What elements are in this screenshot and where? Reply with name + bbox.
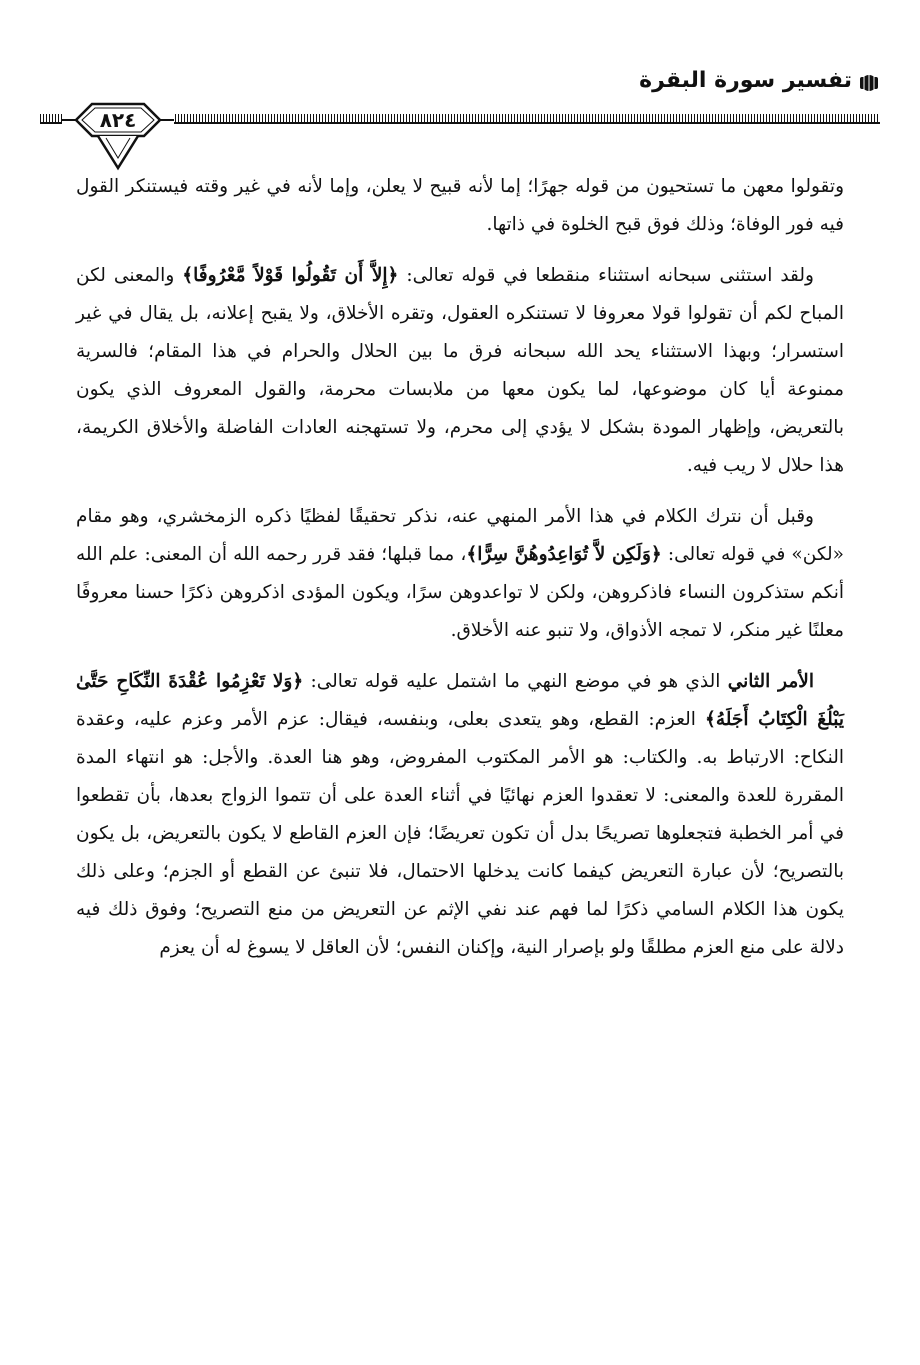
- paragraph-4: [76, 663, 844, 967]
- paragraph-3-intro: وقبل أن نترك الكلام في هذا الأمر المنهي عنه، نذكر تحقيقًا لفظيًا ذكره الزمخشري، وهو مقام «لكن» في قوله تعالى:: [76, 506, 844, 565]
- paragraph-2: [76, 257, 844, 485]
- paragraph-1: [76, 168, 844, 244]
- running-title: تفسير سورة البقرة: [639, 68, 852, 93]
- paragraph-2-text: والمعنى لكن المباح لكم أن تقولوا قولا معروفا لا تستنكره العقول، وتقره الأخلاق، ولا يقبح إعلانه، بل يقال في غير استسرار؛ وبهذا الاستثناء يحد الله سبحانه فرق ما بين الحلال والحرام في هذا المقام؛ فالسرية ممنوعة أيا كان موضوعها، لما يكون معها من ملابسات محرمة، والقول المعروف الذي يكون بالتعريض، وإظهار المودة بشكل لا يؤدي إلى محرم، ولا تستهجنه العادات الفاضلة والأخلاق الكريمة، هذا حلال لا ريب فيه.: [76, 265, 844, 476]
- page-header: [40, 60, 880, 170]
- paragraph-3-text: ، مما قبلها؛ فقد قرر رحمه الله أن المعنى: علم الله أنكم ستذكرون النساء فاذكروهن، ولكن لا تواعدوهن سرًا، ويكون المؤدى اذكروهن ذكرًا حسنا معروفًا معلنًا غير منكر، لا تمجه الأذواق، ولا تنبو عنه الأخلاق.: [76, 544, 844, 641]
- paragraph-4-intro: الذي هو في موضع النهي ما اشتمل عليه قوله تعالى:: [303, 671, 728, 692]
- quran-verse-2: ﴿وَلَكِن لاَّ تُوَاعِدُوهُنَّ سِرًّا﴾: [466, 544, 662, 565]
- ornament-icon: [858, 73, 880, 93]
- paragraph-4-text: العزم: القطع، وهو يتعدى بعلى، وبنفسه، فيقال: عزم الأمر وعزم عليه، وعقدة النكاح: الارتباط به. والكتاب: هو الأمر المكتوب المفروض، وهو هنا العدة. والأجل: هو انتهاء المدة المقررة للعدة والمعنى: لا تعقدوا العزم نهائيًا في أثناء العدة على أن تتموا الزواج بعدها، بأن تقطعوا في أمر الخطبة فتجعلوها تصريحًا بدل أن تكون تعريضًا؛ فإن العزم القاطع لا يكون بالتعريض، بل يكون بالتصريح؛ لأن عبارة التعريض كيفما كانت يدخلها الاحتمال، فلا تنبئ عن القطع أو الجزم؛ وعلى ذلك يكون هذا الكلام السامي ذكرًا لما فهم عند نفي الإثم عن التعريض من منع التصريح؛ وفوق ذلك فيه دلالة على منع العزم مطلقًا ولو بإصرار النية، وإكنان النفس؛ لأن العاقل لا يسوغ له أن يعزم: [76, 709, 844, 958]
- page-number: ٨٢٤: [99, 108, 137, 132]
- paragraph-2-intro: ولقد استثنى سبحانه استثناء منقطعا في قوله تعالى:: [398, 265, 814, 286]
- paragraph-4-lead: الأمر الثاني: [727, 671, 814, 692]
- paragraph-1-text: وتقولوا معهن ما تستحيون من قوله جهرًا؛ إما لأنه قبيح لا يعلن، وإما لأنه في غير وقته فيستنكر القول فيه فور الوفاة؛ وذلك فوق قبح الخلوة في ذاتها.: [76, 176, 844, 235]
- quran-verse-1: ﴿إِلاَّ أَن تَقُولُوا قَوْلاً مَّعْرُوفًا﴾: [182, 265, 399, 286]
- quran-verse-3: ﴿وَلا تَعْزِمُوا عُقْدَةَ النِّكَاحِ حَتَّىٰ يَبْلُغَ الْكِتَابُ أَجَلَهُ﴾: [76, 671, 845, 730]
- paragraph-3: [76, 498, 844, 650]
- page-body: [76, 168, 844, 980]
